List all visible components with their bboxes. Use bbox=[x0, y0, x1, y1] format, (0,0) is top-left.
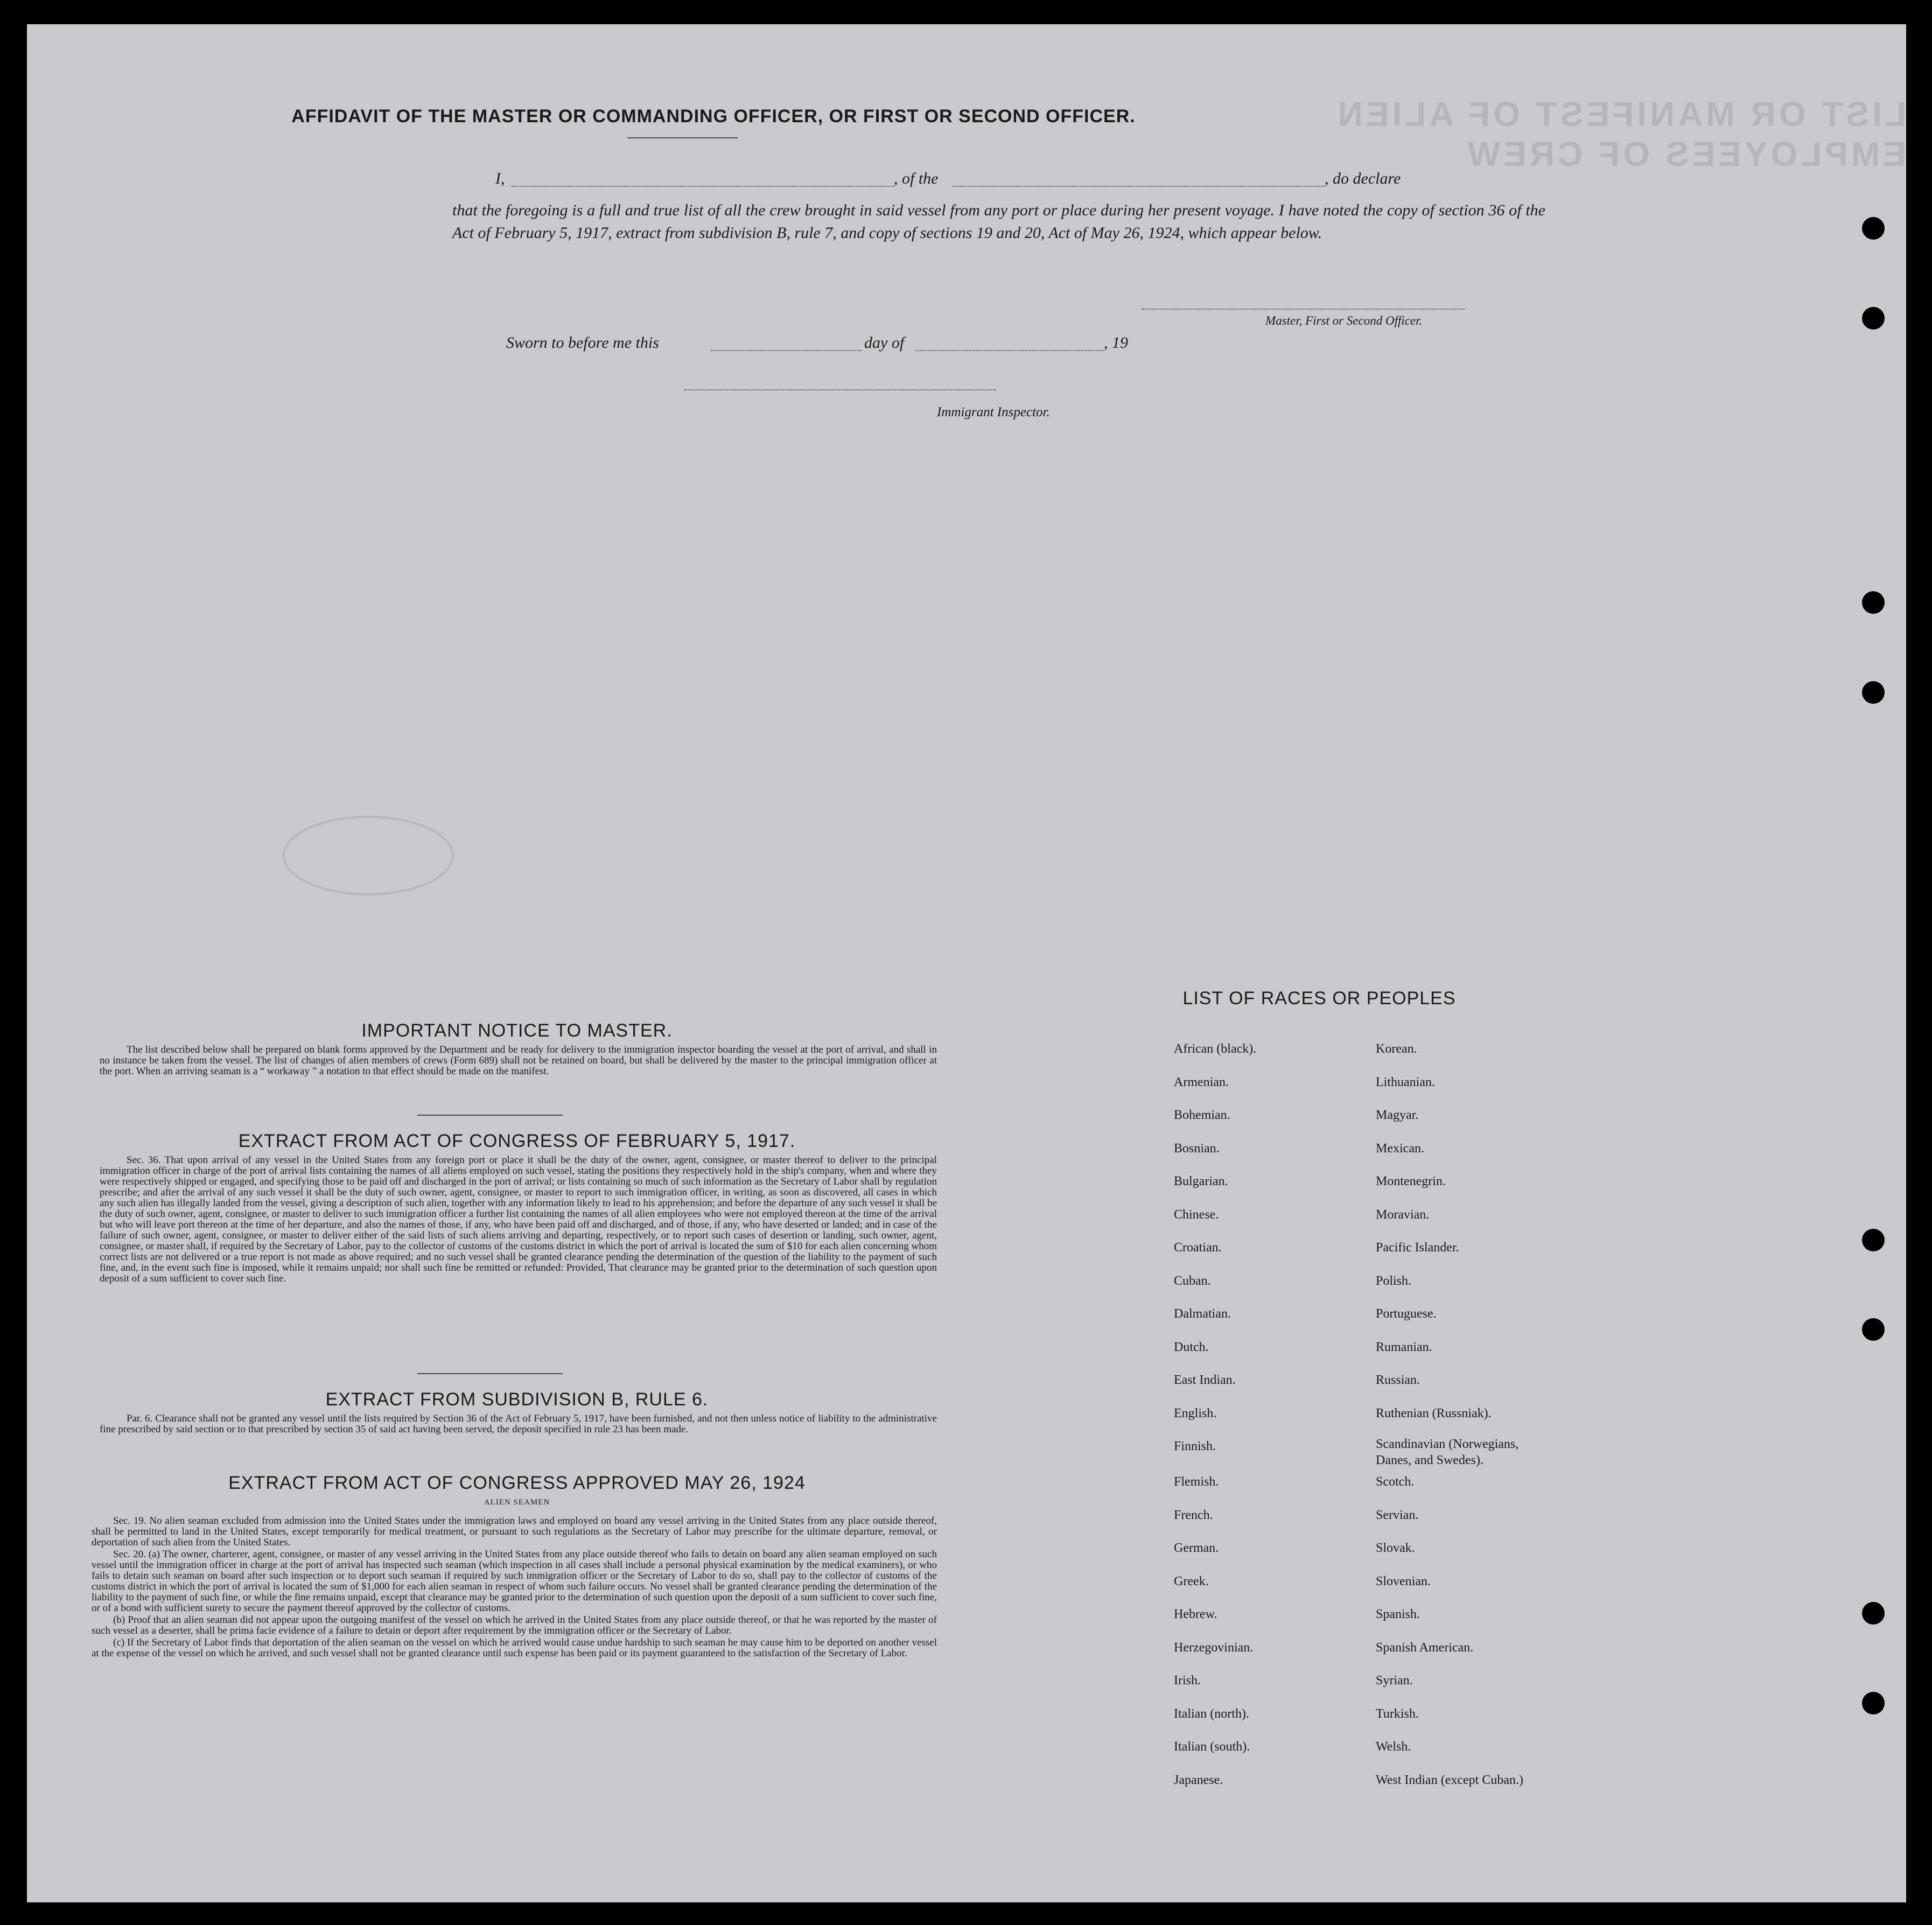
binder-hole bbox=[1862, 1318, 1885, 1341]
bleed-through-heading: LIST OR MANIFEST OF ALIEN EMPLOYEES OF CREW bbox=[1334, 95, 1906, 173]
alien-seamen-subtitle: ALIEN SEAMEN bbox=[484, 1498, 550, 1507]
extract-1924-title: EXTRACT FROM ACT OF CONGRESS APPROVED MAY 26, 1924 bbox=[228, 1473, 806, 1493]
declaration-mid: , of the bbox=[894, 170, 939, 187]
race-entry: Magyar. bbox=[1376, 1108, 1419, 1122]
race-entry: Slovak. bbox=[1376, 1541, 1415, 1555]
races-title: LIST OF RACES OR PEOPLES bbox=[1182, 988, 1456, 1009]
race-entry: Mexican. bbox=[1376, 1141, 1424, 1156]
race-entry: Welsh. bbox=[1376, 1740, 1411, 1754]
race-entry: Cuban. bbox=[1174, 1273, 1211, 1288]
race-entry: Bosnian. bbox=[1174, 1141, 1220, 1156]
binder-hole bbox=[1862, 307, 1885, 330]
sworn-day-label: day of bbox=[864, 334, 905, 352]
rule6-text: Par. 6. Clearance shall not be granted any vessel until the lists required by Section 36 of the Act of February 5, 1917, have been furnished, and not then unless notice of liability to the administrative fine prescribed by said section or to that prescribed by section 35 of said act having been served, the deposit specified in rule 23 has been made. bbox=[100, 1413, 937, 1435]
race-entry: Chinese. bbox=[1174, 1207, 1219, 1222]
section-20b-text: (b) Proof that an alien seaman did not appear upon the outgoing manifest of the vessel on which he arrived in the United States from any place outside thereof, or that he was reported by the master of such vessel as a deserter, shall be prima facie evidence of a failure to detain or deport after requirement by the immigration officer or the Secretary of Labor. bbox=[92, 1614, 937, 1636]
declaration-prefix: I, bbox=[495, 170, 505, 187]
affidavit-title: AFFIDAVIT OF THE MASTER OR COMMANDING OFFICER, OR FIRST OR SECOND OFFICER. bbox=[291, 106, 1136, 127]
race-entry: Scotch. bbox=[1376, 1475, 1415, 1489]
declaration-body: that the foregoing is a full and true list of all the crew brought in said vessel from any port or place during her present voyage. I have noted the copy of section 36 of the Act of February 5, 1917, extract from subdivision B, rule 7, and copy of sections 19 and 20, Act of May 26, 1924, which appear below. bbox=[452, 201, 1545, 242]
race-entry: French. bbox=[1174, 1508, 1213, 1522]
race-entry: West Indian (except Cuban.) bbox=[1376, 1773, 1523, 1787]
race-entry: Spanish American. bbox=[1376, 1640, 1474, 1655]
race-entry: African (black). bbox=[1174, 1042, 1257, 1056]
race-entry: Hebrew. bbox=[1174, 1607, 1217, 1621]
sworn-month-field[interactable] bbox=[915, 334, 1104, 351]
race-entry: Moravian. bbox=[1376, 1207, 1430, 1222]
sworn-year-label: , 19 bbox=[1104, 334, 1128, 352]
race-entry: Dutch. bbox=[1174, 1340, 1209, 1354]
section-20a-text: Sec. 20. (a) The owner, charterer, agent, consignee, or master of any vessel arriving in the United States from any place outside thereof who fails to detain on board any alien seaman employed on such vessel until the immigration officer in charge at the port of arrival has inspected such seaman (which inspection in all cases shall include a personal physical examination by the medical examiners), or who fails to detain such seaman on board after such inspection or to deport such seaman if required by such immigration officer or the Secretary of Labor to do so, shall pay to the collector of customs of the customs district in which the port of arrival is located the sum of $1,000 for each alien seaman in respect of whom such failure occurs. No vessel shall be granted clearance pending the determination of the liability to the payment of such fine, or while the fine remains unpaid, except that clearance may be granted prior to the determination of such question upon the deposit of a sum sufficient to cover such fine, or of a bond with sufficient surety to secure the payment thereof approved by the collector of customs. bbox=[92, 1549, 937, 1614]
faded-stamp bbox=[283, 816, 454, 895]
section-20c-text: (c) If the Secretary of Labor finds that deportation of the alien seaman on the vessel on which he arrived would cause undue hardship to such seaman he may cause him to be deported on another vessel at the expense of the vessel on which he arrived, and such vessel shall not be granted clearance until such expense has been paid or its payment guaranteed to the satisfaction of the Secretary of Labor. bbox=[92, 1637, 937, 1659]
race-entry: Polish. bbox=[1376, 1273, 1412, 1288]
sworn-date-field[interactable] bbox=[711, 334, 862, 351]
race-entry: Armenian. bbox=[1174, 1075, 1229, 1089]
race-entry: Russian. bbox=[1376, 1373, 1420, 1387]
notice-text: The list described below shall be prepared on blank forms approved by the Department and be ready for delivery to the immigration inspector boarding the vessel at the port of arrival, and shall in no instance be taken from the vessel. The list of changes of alien members of crews (Form 689) shall not be retained on board, but shall be delivered by the master to the principal immigration officer at the port. When an arriving seaman is a “ workaway ” a notation to that effect should be made on the manifest. bbox=[100, 1044, 937, 1077]
race-entry: Lithuanian. bbox=[1376, 1075, 1435, 1089]
race-entry: Ruthenian (Russniak). bbox=[1376, 1406, 1492, 1420]
extract-1917-title: EXTRACT FROM ACT OF CONGRESS OF FEBRUARY 5, 1917. bbox=[238, 1131, 796, 1151]
binder-hole bbox=[1862, 217, 1885, 240]
declaration-end: , do declare bbox=[1325, 170, 1401, 187]
binder-hole bbox=[1862, 1602, 1885, 1625]
extract-1917-text: Sec. 36. That upon arrival of any vessel in the United States from any foreign port or place it shall be the duty of the owner, agent, consignee, or master thereof to deliver to the principal immigration officer in charge of the port of arrival lists containing the names of all aliens employed on such vessel, stating the positions they respectively hold in the ship's company, when and where they were respectively shipped or engaged, and specifying those to be paid off and discharged in the port of arrival; or lists containing so much of such information as the Secretary of Labor shall by regulation prescribe; and after the arrival of any such vessel it shall be the duty of such owner, agent, consignee, or master to report to such immigration officer, in writing, as soon as discovered, all cases in which any such alien has illegally landed from the vessel, giving a description of such alien, together with any information likely to lead to his apprehension; and before the departure of any such vessel it shall be the duty of such owner, agent, consignee, or master to deliver to such immigration officer a further list containing the names of all alien employees who were not employed thereon at the time of the arrival but who will leave port thereon at the time of her departure, and also the names of those, if any, who have been paid off and discharged, and of those, if any, who have deserted or landed; and in case of the failure of such owner, agent, consignee, or master to deliver either of the said lists of such aliens arriving and departing, respectively, or to report such cases of desertion or landing, such owner, agent, consignee, or master shall, if required by the Secretary of Labor, pay to the collector of customs of the customs district in which the port of arrival is located the sum of $10 for each alien concerning whom correct lists are not delivered or a true report is not made as above required; and no such vessel shall be granted clearance pending the determination of the question of the liability to the payment of such fine, and, in the event such fine is imposed, while it remains unpaid; nor shall such fine be remitted or refunded: Provided, That clearance may be granted prior to the determination of such question upon deposit of a sum sufficient to cover such fine. bbox=[100, 1154, 937, 1284]
extract-divider bbox=[417, 1373, 563, 1374]
race-entry: Croatian. bbox=[1174, 1241, 1222, 1255]
binder-hole bbox=[1862, 1692, 1885, 1714]
race-entry: Syrian. bbox=[1376, 1674, 1413, 1688]
race-entry: Greek. bbox=[1174, 1574, 1209, 1588]
race-entry: Spanish. bbox=[1376, 1607, 1420, 1621]
document-page bbox=[27, 24, 1906, 1902]
race-entry: Flemish. bbox=[1174, 1475, 1219, 1489]
race-entry: German. bbox=[1174, 1541, 1219, 1555]
binder-hole bbox=[1862, 591, 1885, 614]
race-entry: Bulgarian. bbox=[1174, 1174, 1228, 1188]
binder-hole bbox=[1862, 1229, 1885, 1251]
section-19-text: Sec. 19. No alien seaman excluded from admission into the United States under the immigration laws and employed on board any vessel arriving in the United States from any place outside thereof, shall be permitted to land in the United States, except temporarily for medical treatment, or pursuant to such regulations as the Secretary of Labor may prescribe for the ultimate departure, removal, or deportation of such alien from the United States. bbox=[92, 1515, 937, 1548]
declarant-name-field[interactable] bbox=[512, 170, 894, 187]
extract-1924-body bbox=[92, 1516, 937, 1660]
race-entry: Irish. bbox=[1174, 1674, 1201, 1688]
notice-divider bbox=[417, 1115, 563, 1116]
race-entry: Korean. bbox=[1376, 1042, 1417, 1056]
race-entry: Herzegovinian. bbox=[1174, 1640, 1254, 1655]
race-entry: Slovenian. bbox=[1376, 1574, 1431, 1588]
race-entry: Scandinavian (Norwegians, Danes, and Swedes). bbox=[1376, 1437, 1519, 1467]
vessel-name-field[interactable] bbox=[953, 170, 1325, 187]
race-entry: East Indian. bbox=[1174, 1373, 1236, 1387]
race-entry: Dalmatian. bbox=[1174, 1307, 1231, 1321]
rule6-title: EXTRACT FROM SUBDIVISION B, RULE 6. bbox=[325, 1389, 709, 1410]
race-entry: Turkish. bbox=[1376, 1706, 1419, 1721]
race-entry: Rumanian. bbox=[1376, 1340, 1432, 1354]
signer-caption: Master, First or Second Officer. bbox=[1265, 314, 1423, 327]
race-entry: Italian (south). bbox=[1174, 1740, 1250, 1754]
notice-title: IMPORTANT NOTICE TO MASTER. bbox=[361, 1020, 673, 1041]
race-entry: Portuguese. bbox=[1376, 1307, 1437, 1321]
inspector-caption: Immigrant Inspector. bbox=[937, 405, 1050, 419]
inspector-signature-line[interactable] bbox=[684, 389, 996, 390]
race-entry: Pacific Islander. bbox=[1376, 1241, 1459, 1255]
race-entry: Japanese. bbox=[1174, 1773, 1223, 1787]
signature-line[interactable] bbox=[1142, 309, 1465, 310]
sworn-line bbox=[506, 334, 1206, 355]
race-entry: English. bbox=[1174, 1406, 1217, 1420]
sworn-prefix: Sworn to before me this bbox=[506, 334, 659, 352]
binder-hole bbox=[1862, 681, 1885, 704]
race-entry: Servian. bbox=[1376, 1508, 1419, 1522]
title-divider bbox=[627, 137, 738, 138]
race-entry: Bohemian. bbox=[1174, 1108, 1230, 1122]
race-entry: Montenegrin. bbox=[1376, 1174, 1446, 1188]
race-entry: Finnish. bbox=[1174, 1439, 1216, 1453]
race-entry: Italian (north). bbox=[1174, 1706, 1249, 1721]
